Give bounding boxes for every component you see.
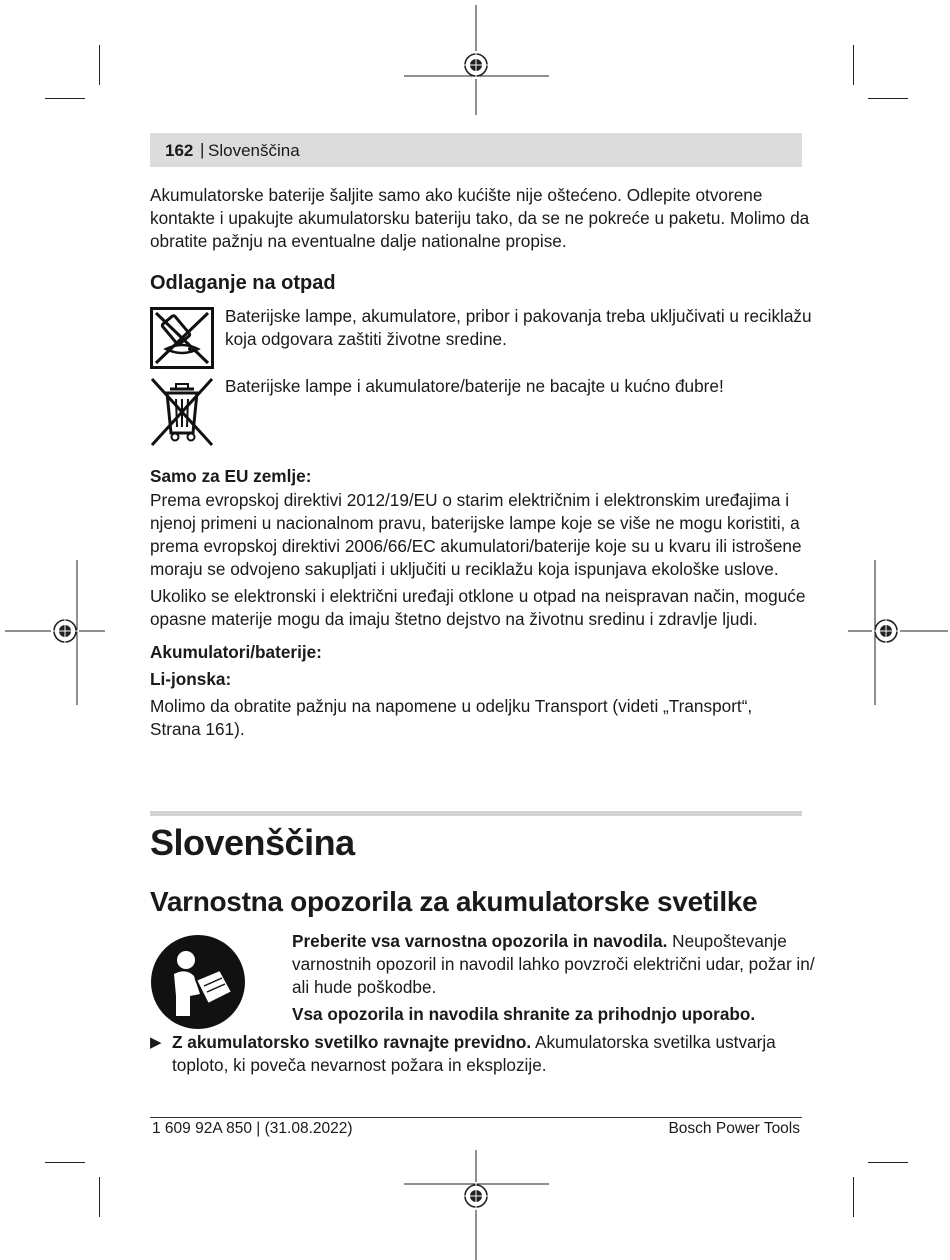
page-header [150, 133, 802, 167]
registration-mark-icon [5, 560, 105, 705]
crop-mark [45, 98, 85, 99]
text-line: Molimo da obratite pažnju na napomene u odeljku Transport (videti „Transport“, [150, 696, 753, 716]
crop-mark [45, 1162, 85, 1163]
crop-mark [853, 1177, 854, 1217]
crop-mark [99, 45, 100, 85]
read-instructions-paragraph [292, 930, 815, 999]
keep-instructions: Vsa opozorila in navodila shranite za prihodnjo uporabo. [292, 1004, 756, 1024]
liion-heading: Li-jonska: [150, 669, 232, 689]
liion-paragraph [150, 695, 752, 741]
battery-recycling-icon [150, 307, 214, 369]
read-instructions-bold: Preberite vsa varnostna opozorila in navodila. [292, 931, 668, 951]
text-line: koja odgovara zaštiti životne sredine. [225, 329, 507, 349]
text-line: Akumulatorske baterije šaljite samo ako kućište nije oštećeno. Odlepite otvorene [150, 185, 763, 205]
chapter-title: Slovenščina [150, 822, 355, 863]
read-manual-icon [150, 934, 246, 1030]
section-title: Varnostna opozorila za akumulatorske svetilke [150, 886, 758, 917]
battery-heading: Akumulatori/baterije: [150, 642, 322, 662]
text-line: Prema evropskoj direktivi 2012/19/EU o starim električnim i elektronskim uređajima i [150, 490, 790, 510]
bullet-marker: ▶ [150, 1034, 162, 1051]
registration-mark-icon [404, 5, 549, 115]
text-line: toploto, ki poveča nevarnost požara in eksplozije. [172, 1055, 547, 1075]
footer-rule [150, 1117, 802, 1118]
household-paragraph: Baterijske lampe i akumulatore/baterije ne bacajte u kućno đubre! [225, 376, 724, 396]
brand-name: Bosch Power Tools [668, 1120, 800, 1137]
registration-mark-icon [404, 1150, 549, 1260]
text-line: Strana 161). [150, 719, 245, 739]
crop-mark [868, 1162, 908, 1163]
text-line: Ukoliko se elektronski i električni uređaji otklone u otpad na neispravan način, moguće [150, 586, 806, 606]
text-line: moraju se odvojeno sakupljati i uključiti u reciklažu koja ispunjava ekološke uslove. [150, 559, 779, 579]
page-number: 162 [165, 141, 194, 160]
header-separator: | [200, 140, 205, 159]
improper-disposal-paragraph [150, 585, 805, 631]
text-line: kontakte i upakujte akumulatorsku bateriju tako, da se ne pokreće u paketu. Molimo da [150, 208, 810, 228]
text-line: varnostnih opozoril in navodil lahko povzroči električni udar, požar in/ [292, 954, 815, 974]
chapter-divider [150, 811, 802, 816]
text-line: ali hude poškodbe. [292, 977, 437, 997]
crop-mark [853, 45, 854, 85]
bullet-rest: Akumulatorska svetilka ustvarja [531, 1032, 776, 1052]
header-language: Slovenščina [208, 141, 300, 160]
text-line [172, 1031, 776, 1054]
text-line: opasne materije mogu da imaju štetno dejstvo na životnu sredinu i zdravlje ljudi. [150, 609, 758, 629]
bullet-bold: Z akumulatorsko svetilko ravnajte previdno. [172, 1032, 532, 1052]
registration-mark-icon [848, 560, 948, 705]
text-line: prema evropskoj direktivi 2006/66/EC akumulatori/baterije koje su u kvaru ili istrošene [150, 536, 802, 556]
read-instructions-rest: Neupoštevanje [667, 931, 787, 951]
transport-paragraph [150, 184, 809, 253]
text-line: njenoj primeni u nacionalnom pravu, baterijske lampe koje se više ne mogu koristiti, a [150, 513, 800, 533]
doc-number: 1 609 92A 850 | (31.08.2022) [152, 1120, 353, 1137]
eu-paragraph [150, 489, 802, 581]
eu-heading: Samo za EU zemlje: [150, 466, 312, 486]
text-line: Baterijske lampe, akumulatore, pribor i pakovanja treba uključivati u reciklažu [225, 306, 812, 326]
text-line: obratite pažnju na eventualne dalje nationalne propise. [150, 231, 567, 251]
recycle-paragraph [225, 305, 812, 351]
crop-mark [868, 98, 908, 99]
bullet-item [172, 1031, 776, 1077]
crossed-out-bin-icon [150, 377, 214, 447]
crop-mark [99, 1177, 100, 1217]
text-line [292, 930, 815, 953]
disposal-heading: Odlaganje na otpad [150, 272, 336, 294]
